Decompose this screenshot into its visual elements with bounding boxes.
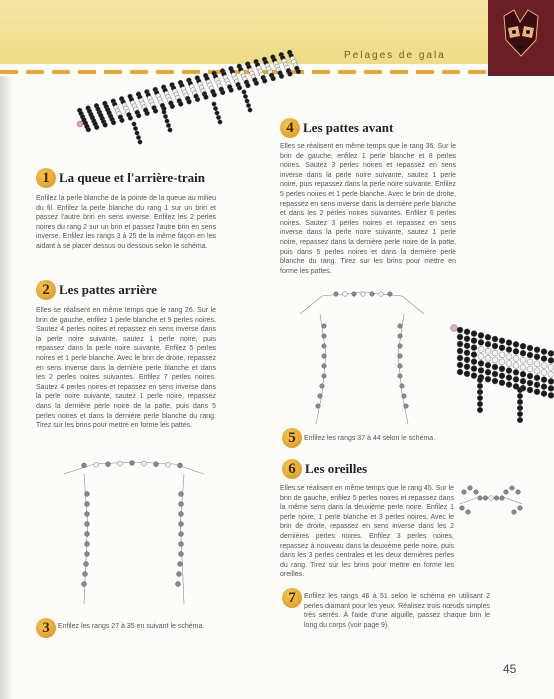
step-number-badge: 7 [282,588,302,608]
head-bead [471,338,477,344]
head-bead [534,354,540,360]
ears-diagram [456,484,526,524]
head-bead [520,378,526,384]
leg-bead [212,102,216,106]
head-bead [478,332,484,338]
head-bead [513,348,519,354]
head-bead [506,354,512,360]
step-title: Les pattes arrière [59,282,157,297]
head-bead [506,340,512,346]
head-bead [520,364,526,370]
head-bead [485,362,491,368]
head-bead [457,327,463,333]
leg-bead [517,411,523,417]
leg-bead [166,123,170,127]
leg-bead [517,405,523,411]
leg-bead [135,131,139,135]
diagram-bead [398,324,403,329]
diagram-bead [334,292,339,297]
diagram-bead [82,582,87,587]
body-bead [296,69,301,74]
head-bead [541,349,547,355]
leg-bead [477,389,483,395]
diagram-bead [179,502,184,507]
head-bead [527,359,533,365]
head-bead [541,384,547,390]
diagram-bead [320,384,325,389]
leg-bead [517,399,523,405]
body-bead [212,92,217,97]
diagram-bead [468,486,473,491]
diagram-bead [142,461,147,466]
head-bead [534,375,540,381]
diagram-bead [322,364,327,369]
body-bead [246,83,251,88]
diagram-bead [85,492,90,497]
leg-bead [243,94,247,98]
body-bead [279,74,284,79]
head-bead [506,347,512,353]
body-bead [136,113,141,118]
head-bead [527,366,533,372]
head-bead [499,373,505,379]
diagram-bead [504,490,509,495]
head-bead [492,343,498,349]
head-bead [527,380,533,386]
head-bead [485,369,491,375]
diagram-bead [466,510,471,515]
body-bead [262,78,267,83]
leg-bead [215,111,219,115]
diagram-bead [118,461,123,466]
body-bead [237,85,242,90]
diagram-bead [379,292,384,297]
head-bead [534,382,540,388]
step-3-text: Enfilez les rangs 27 à 35 en suivant le schéma. [58,623,205,630]
head-bead [499,352,505,358]
diagram-bead [516,490,521,495]
head-bead [499,359,505,365]
leg-bead [477,377,483,383]
running-header: Pelages de gala [344,50,446,61]
diagram-bead [494,496,499,501]
head-bead [457,341,463,347]
diagram-bead [398,364,403,369]
step-2-text: Elles se réalisent en même temps que le rang 26. Sur le brin de gauche, enfilez 1 perle blanche et 9 perles noires. Sautez 4 perles noires et repassez en sens inverse dans la perle noire suivante, sautez 1 perle noire, puis repassez dans la perle noire suivante. Enfilez 5 perles noires et 1 perle blanche. Avec le brin de droite, repassez en sens inverse dans la dernière perle blanche et dans les 2 perles noires suivantes. Enfilez 7 perles noires. Sautez 4 perles noires et repassez en sens inverse dans la perle noire suivante, sautez 1 perle noire, repassez dans la dernière perle noire de la patte, puis dans 5 perles noires et dans la dernière perle blanche du rang. Tirez sur les brins pour mettre en forme les pattes. [36,307,216,430]
step-3-heading [36,618,56,638]
step-number-badge: 2 [36,280,56,300]
leg-bead [246,103,250,107]
head-bead [499,366,505,372]
diagram-bead [404,404,409,409]
head-bead [492,371,498,377]
head-bead [478,367,484,373]
head-bead [457,334,463,340]
body-bead [229,88,234,93]
step-1-heading [36,168,205,188]
page-number: 45 [503,662,517,676]
diagram-bead [518,506,523,511]
body-bead [153,109,158,114]
front-legs-diagram [292,284,432,424]
diagram-bead [500,496,505,501]
diagram-bead [179,512,184,517]
diagram-bead [370,292,375,297]
head-bead [527,387,533,393]
diagram-bead [478,496,483,501]
head-bead [527,345,533,351]
head-bead [534,389,540,395]
head-bead [464,364,470,370]
raccoon-face-icon [496,6,546,66]
leg-bead [477,401,483,407]
diagram-bead [154,462,159,467]
gutter-shade [0,76,14,699]
leg-bead [138,140,142,144]
head-bead [492,378,498,384]
diagram-bead [462,490,467,495]
diagram-bead [179,542,184,547]
head-bead [541,377,547,383]
diagram-bead [489,496,494,501]
diagram-bead [83,572,88,577]
body-bead [187,99,192,104]
head-bead [513,369,519,375]
head-bead [513,376,519,382]
leg-bead [136,135,140,139]
step-number-badge: 1 [36,168,56,188]
diagram-bead [322,334,327,339]
diagram-bead [85,502,90,507]
diagram-bead [85,512,90,517]
body-bead [128,116,133,121]
back-legs-diagram [54,454,214,614]
body-bead [170,104,175,109]
leg-bead [477,407,483,413]
diagram-bead [177,572,182,577]
diagram-bead [400,384,405,389]
diagram-bead [398,344,403,349]
head-bead [485,334,491,340]
step-7-heading [282,588,302,608]
head-bead [457,369,463,375]
diagram-bead [322,374,327,379]
leg-bead [168,128,172,132]
head-bead [464,350,470,356]
diagram-bead [178,463,183,468]
leg-bead [517,393,523,399]
step-number-badge: 6 [282,459,302,479]
diagram-bead [322,344,327,349]
step-number-badge: 5 [282,428,302,448]
body-bead [254,81,259,86]
diagram-bead [322,354,327,359]
head-bead [492,364,498,370]
body-bead [288,72,293,77]
diagram-bead [179,532,184,537]
head-bead [506,368,512,374]
head-bead [527,373,533,379]
body-bead [178,102,183,107]
leg-bead [248,108,252,112]
body-bead [120,118,125,123]
head-bead [464,343,470,349]
head-bead [513,341,519,347]
leg-bead [517,387,523,393]
body-bead [145,111,150,116]
diagram-bead [166,462,171,467]
diagram-bead [176,582,181,587]
body-bead [271,76,276,81]
diagram-bead [361,292,366,297]
head-bead [541,356,547,362]
step-title: La queue et l'arrière-train [59,170,205,185]
body-bead [220,90,225,95]
head-bead [471,373,477,379]
head-bead [499,345,505,351]
diagram-bead [474,490,479,495]
head-bead [520,350,526,356]
head-bead [499,380,505,386]
body-bead [94,125,99,130]
diagram-bead [82,463,87,468]
head-bead [548,378,554,384]
step-number-badge: 4 [280,118,300,138]
head-bead [548,357,554,363]
head-bead [548,350,554,356]
diagram-bead [322,324,327,329]
step-1-text: Enfilez la perle blanche de la pointe de la queue au milieu du fil. Enfilez la perle blanche du rang 1 sur un brin et passez l'autre brin en sens inverse. Enfilez les 2 perles noires du rang 2 sur un brin et passez l'autre brin en sens inverse. Enfilez les rangs 3 à 25 de la même façon en les aidant à se placer dessus ou dessous selon le schéma. [36,195,216,250]
step-title: Les pattes avant [303,120,394,135]
head-bead [548,364,554,370]
head-bead [534,361,540,367]
diagram-bead [460,506,465,511]
diagram-bead [85,522,90,527]
head-bead [520,343,526,349]
head-bead [499,338,505,344]
head-bead [541,363,547,369]
head-bead [541,370,547,376]
diagram-bead [178,562,183,567]
body-bead [103,123,108,128]
head-bead [492,357,498,363]
leg-bead [132,122,136,126]
head-bead [464,329,470,335]
diagram-bead [84,562,89,567]
head-bead [464,336,470,342]
leg-bead [216,115,220,119]
diagram-bead [130,461,135,466]
diagram-bead [85,552,90,557]
head-bead [471,366,477,372]
body-bead [86,127,91,132]
diagram-bead [510,486,515,491]
head-bead [485,355,491,361]
leg-bead [218,120,222,124]
step-4-text: Elles se réalisent en même temps que le rang 36. Sur le brin de gauche, enfilez 1 perle blanche et 8 perles noires. Sautez 3 perles noires et repassez en sens inverse dans la perle noire suivante, sautez 1 perle noire, puis repassez dans la perle noire suivante. Enfilez 5 perles noires et 1 perle blanche. Avec le brin de droite, repassez en sens inverse dans la dernière perle blanche et dans les 2 perles noires suivantes. Enfilez 6 perles noires. Sautez 3 perles noires et repassez en sens inverse dans la perle noire suivante, sautez 1 perle noire, repassez dans la dernière perle noire de la patte, puis dans 5 perles noires et dans la dernière perle blanche du rang. Tirez sur les brins pour mettre en forme les pattes. [280,143,456,275]
step-5-heading [282,428,302,448]
head-bead [548,371,554,377]
head-bead [506,382,512,388]
head-bead [520,357,526,363]
step-5-text: Enfilez les rangs 37 à 44 selon le schéma. [304,435,436,442]
head-bead [464,371,470,377]
head-bead [485,341,491,347]
head-bead [478,339,484,345]
head-bead [492,336,498,342]
head-bead [520,371,526,377]
body-bead [204,95,209,100]
head-bead [506,361,512,367]
leg-bead [162,110,166,114]
diagram-bead [179,522,184,527]
head-bead [534,347,540,353]
head-bead [457,362,463,368]
head-bead [457,355,463,361]
diagram-bead [388,292,393,297]
diagram-bead [483,496,488,501]
head-bead [541,391,547,397]
diagram-bead [398,334,403,339]
diagram-bead [402,394,407,399]
diagram-bead [343,292,348,297]
head-bead [534,368,540,374]
step-6-text: Elles se réalisent en même temps que le rang 45. Sur le brin de gauche, enfilez 5 perles noires et repassez dans la même sens dans la deuxième perle noire. Enfilez 1 perle noire, 1 perle blanche et 3 perles noires. Avec le brin de droite, repassez en sens inverse dans les 2 dernières perles noires. Enfilez 3 perles noires, repassez à nouveau dans la deuxième perle noire, puis dans les 3 perles centrales et les deux dernières perles du rang. Tirez sur les brins pour mettre en forme les oreilles. [280,485,454,579]
step-number-badge: 3 [36,618,56,638]
diagram-bead [398,374,403,379]
body-bead [111,120,116,125]
head-bead [548,385,554,391]
head-bead [471,345,477,351]
diagram-bead [318,394,323,399]
head-bead [485,376,491,382]
step-2-heading [36,280,157,300]
leg-bead [517,417,523,423]
leg-bead [245,99,249,103]
skunk-body-photo [64,40,314,150]
leg-bead [133,126,137,130]
head-bead [492,350,498,356]
step-7-text: Enfilez les rangs 46 à 51 selon le schéma en utilisant 2 perles diamant pour les yeux. Réalisez trois nœuds simples très serrés. À l'aide d'une aiguille, passez chaque brin le long du corps (voir page 9). [304,593,490,629]
nose-bead [77,121,83,127]
nose-bead [451,325,458,332]
head-bead [548,392,554,398]
leg-bead [242,90,246,94]
head-bead [457,348,463,354]
diagram-bead [94,462,99,467]
diagram-bead [179,492,184,497]
head-bead [464,357,470,363]
head-bead [478,353,484,359]
diagram-bead [352,292,357,297]
diagram-bead [106,462,111,467]
leg-bead [477,395,483,401]
step-4-heading [280,118,393,138]
diagram-bead [316,404,321,409]
step-title: Les oreilles [305,461,368,476]
head-bead [506,375,512,381]
head-bead [513,362,519,368]
leg-bead [213,106,217,110]
diagram-bead [398,354,403,359]
head-bead [471,359,477,365]
diagram-bead [85,542,90,547]
diagram-bead [85,532,90,537]
step-6-heading [282,459,367,479]
head-bead [471,352,477,358]
leg-bead [477,383,483,389]
diagram-bead [512,510,517,515]
diagram-bead [179,552,184,557]
head-bead [478,346,484,352]
leg-bead [165,119,169,123]
leg-bead [163,114,167,118]
head-bead [471,331,477,337]
skunk-head-photo [440,310,554,430]
head-bead [478,360,484,366]
corner-illustration [488,0,554,76]
head-bead [527,352,533,358]
body-bead [195,97,200,102]
head-bead [485,348,491,354]
head-bead [513,355,519,361]
